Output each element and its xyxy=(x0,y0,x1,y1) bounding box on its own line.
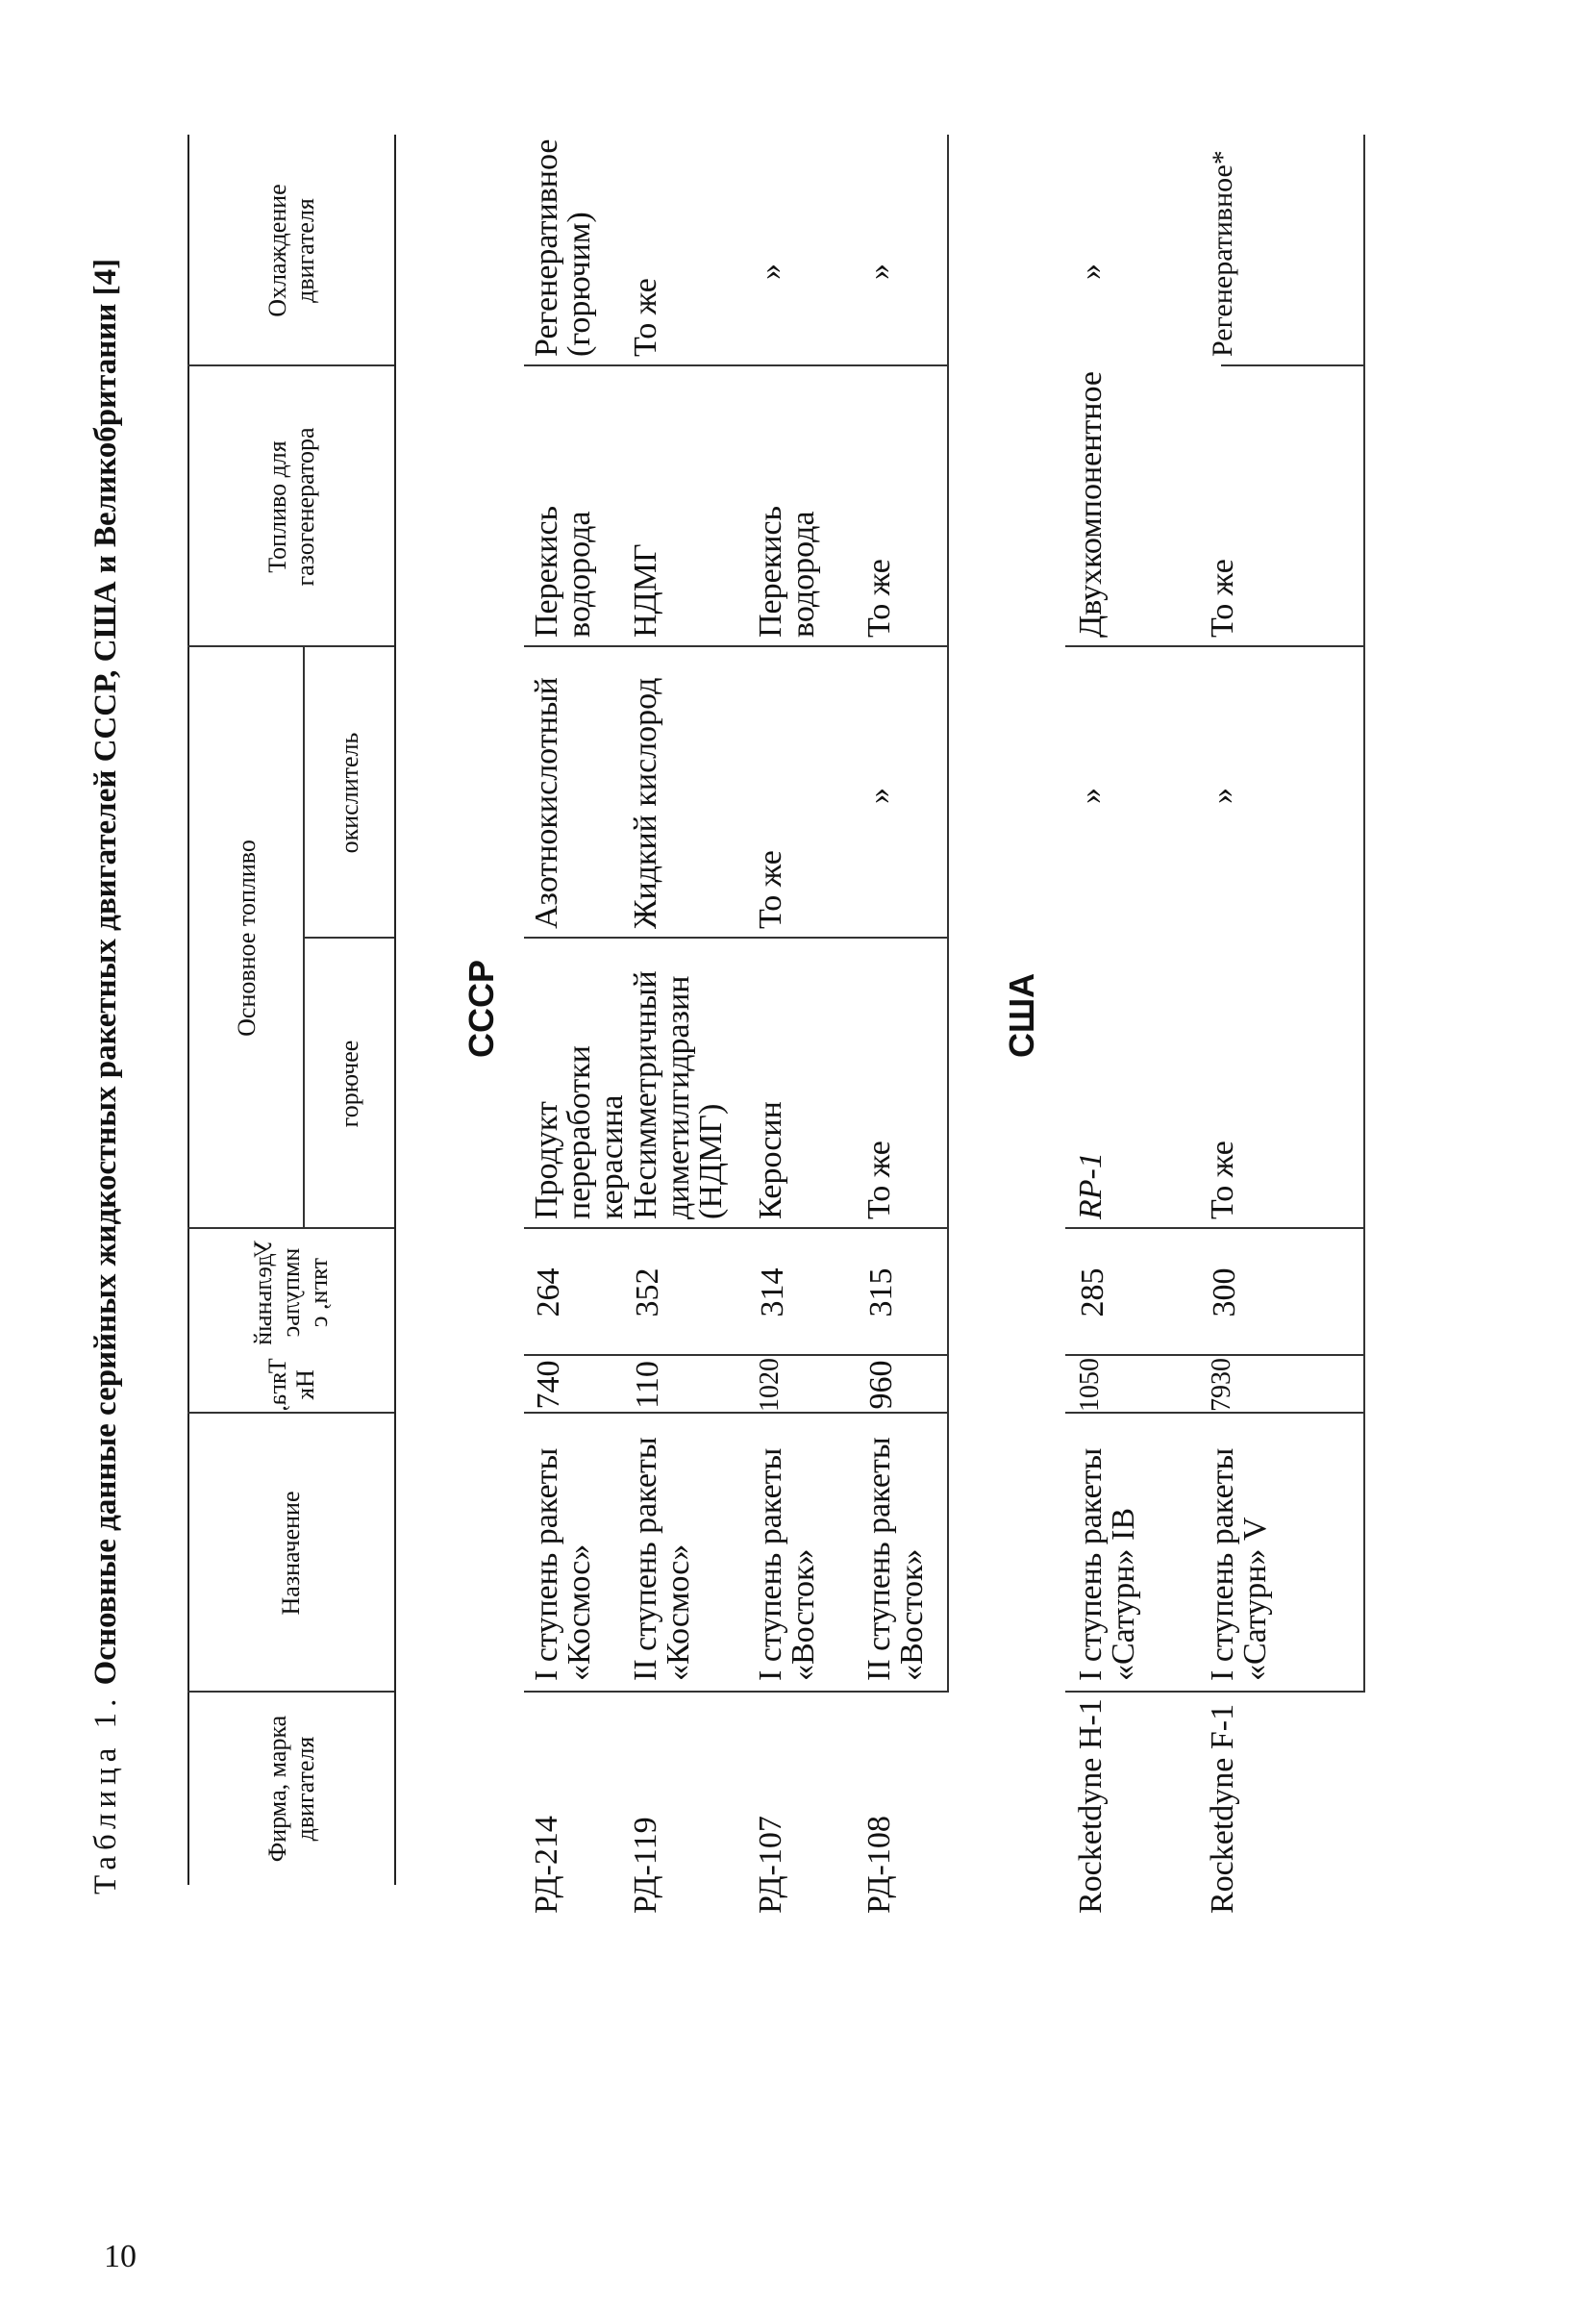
section-usa: США xyxy=(1002,972,1041,1058)
row1-oxidizer: Азотнокислотный xyxy=(529,677,564,929)
row4-engine: РД-108 xyxy=(861,1816,897,1914)
row4-impulse: 315 xyxy=(863,1267,899,1317)
table-top-rule xyxy=(187,135,189,1885)
row3-cooling: » xyxy=(753,263,788,280)
row6-engine: Rocketdyne F-1 xyxy=(1205,1703,1240,1914)
body-sep-fuel xyxy=(524,938,947,940)
row5-purpose: I ступень ракеты «Сатурн» IB xyxy=(1073,1447,1141,1681)
header-purpose: Назначение xyxy=(277,1491,305,1616)
row4-cooling: » xyxy=(861,263,897,280)
row3-fuel: Керосин xyxy=(753,1101,788,1219)
row1-engine: РД-214 xyxy=(529,1816,564,1914)
row3-gasgen: Перекись водорода xyxy=(753,505,821,638)
page-number: 10 xyxy=(104,2239,137,2274)
row5-fuel: RP-1 xyxy=(1073,1152,1109,1219)
row1-cooling: Регенеративное (горючим) xyxy=(529,138,597,357)
row1-impulse: 264 xyxy=(531,1267,566,1317)
row2-gasgen: НДМГ xyxy=(628,543,663,638)
ussr-block-bottom xyxy=(947,135,949,1693)
header-mid-rule xyxy=(303,647,305,1229)
row2-engine: РД-119 xyxy=(628,1817,663,1914)
row2-cooling: То же xyxy=(628,278,663,357)
row2-impulse: 352 xyxy=(630,1267,665,1317)
row1-purpose: I ступень ракеты «Космос» xyxy=(529,1447,597,1681)
row6-gasgen: То же xyxy=(1205,559,1240,638)
row6-thrust: 7930 xyxy=(1207,1358,1236,1412)
row3-thrust: 1020 xyxy=(755,1358,785,1412)
row3-oxidizer: То же xyxy=(753,850,788,929)
row1-fuel: Продукт переработки керасина xyxy=(529,1045,630,1219)
row5-cooling: » xyxy=(1073,263,1109,280)
row4-fuel: То же xyxy=(861,1141,897,1219)
row3-impulse: 314 xyxy=(755,1267,790,1317)
row2-thrust: 110 xyxy=(630,1361,665,1409)
row4-oxidizer: » xyxy=(861,788,897,804)
body-sep-purpose xyxy=(524,1692,947,1693)
header-fuel: горючее xyxy=(335,1040,363,1128)
row6-fuel: То же xyxy=(1205,1141,1240,1219)
row4-thrust: 960 xyxy=(863,1360,899,1410)
row3-engine: РД-107 xyxy=(753,1816,788,1914)
row2-purpose: II ступень ракеты «Космос» xyxy=(628,1437,696,1681)
usa-sep-purpose xyxy=(1065,1692,1363,1693)
usa-block-bottom xyxy=(1363,135,1365,1693)
header-bottom-rule xyxy=(394,135,396,1885)
row2-oxidizer: Жидкий кислород xyxy=(628,677,663,929)
usa-sep-cooling xyxy=(1221,365,1363,367)
header-firm: Фирма, марка двигателя xyxy=(262,1715,319,1863)
row5-thrust: 1050 xyxy=(1075,1358,1105,1412)
row5-impulse: 285 xyxy=(1075,1267,1110,1317)
body-sep-gasgen xyxy=(524,365,947,367)
row5-engine: Rocketdyne H-1 xyxy=(1073,1698,1109,1914)
row1-thrust: 740 xyxy=(531,1360,566,1410)
header-cooling: Охлаждение двигателя xyxy=(262,184,319,317)
row2-fuel: Несимметричный диметилгидразин (НДМГ) xyxy=(628,970,729,1219)
table-caption xyxy=(88,259,124,1894)
header-impulse: Удельный импульс тяги, с xyxy=(249,1240,333,1345)
row1-gasgen: Перекись водорода xyxy=(529,505,597,638)
row6-impulse: 300 xyxy=(1207,1267,1242,1317)
header-gasgen: Топливо для газогенератора xyxy=(262,427,319,587)
row6-oxidizer: » xyxy=(1205,788,1240,804)
row4-purpose: II ступень ракеты «Восток» xyxy=(861,1437,930,1681)
row5-gasgen: Двухкомпонентное xyxy=(1073,371,1109,638)
header-main-fuel: Основное топливо xyxy=(232,840,261,1037)
header-oxidizer: окислитель xyxy=(335,732,363,854)
row5-oxidizer: » xyxy=(1073,788,1109,804)
row6-purpose: I ступень ракеты «Сатурн» V xyxy=(1205,1447,1273,1681)
section-ussr: СССР xyxy=(461,959,501,1058)
table-title: Основные данные серийных жидкостных ракетных двигателей СССР, США и Великобритании [4] xyxy=(88,258,123,1686)
row4-gasgen: То же xyxy=(861,559,897,638)
table-label: Таблица 1. xyxy=(88,1693,123,1894)
header-thrust: Тяга, Нк xyxy=(262,1358,319,1412)
row3-purpose: I ступень ракеты «Восток» xyxy=(753,1447,821,1681)
row6-cooling: Регенеративное* xyxy=(1207,150,1238,357)
